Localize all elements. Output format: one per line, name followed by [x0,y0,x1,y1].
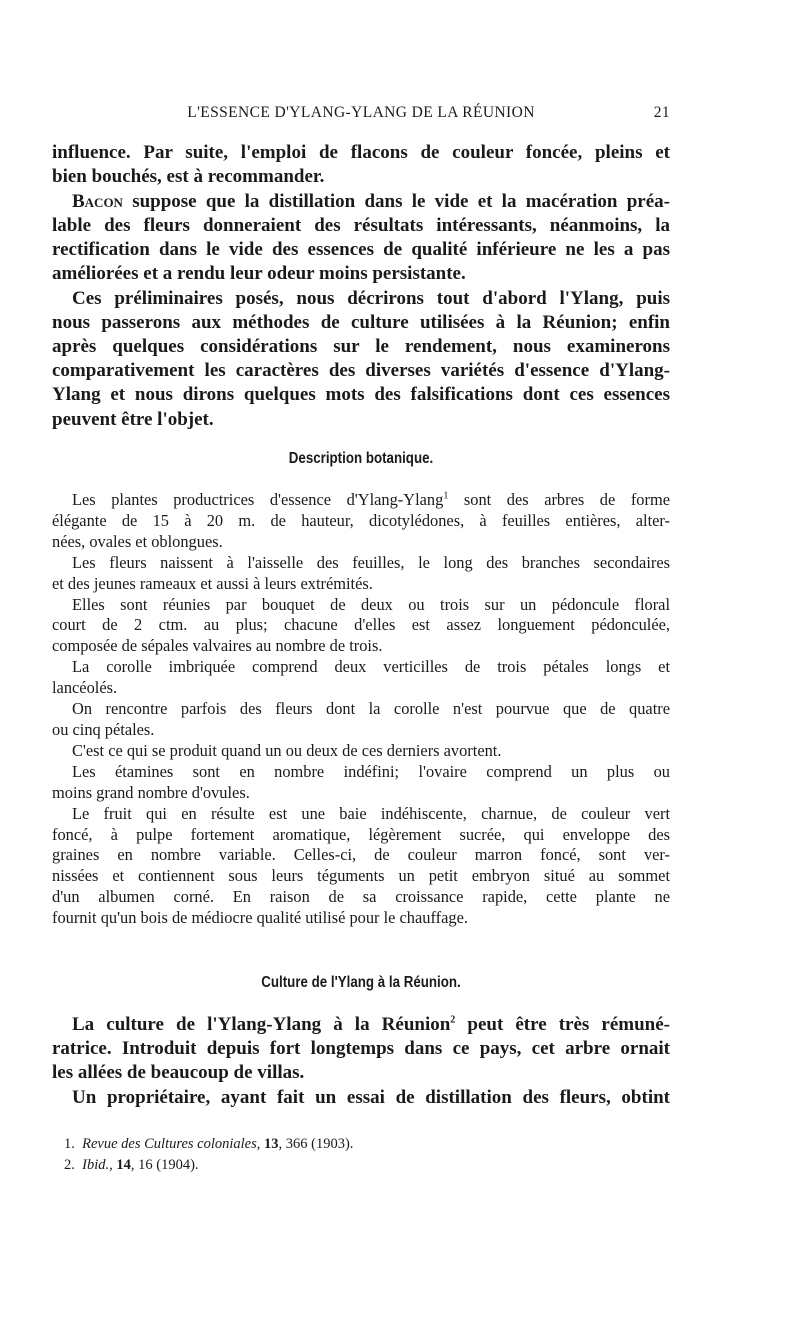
text-line: ou cinq pétales. [52,719,155,739]
text-line: Le fruit qui en résulte est une baie indéhiscente, charnue, de couleur vert [72,803,670,823]
text-line: Elles sont réunies par bouquet de deux ou trois sur un pédoncule floral [72,594,670,614]
footnote-ref: 1 [443,490,449,502]
paragraph-influence [52,141,670,189]
text-line: moins grand nombre d'ovules. [52,782,250,802]
text-line: foncé, à pulpe fortement aromatique, légèrement sucrée, qui enveloppe des [52,824,670,844]
text-line: court de 2 ctm. au plus; chacune d'elles est assez longuement pédonculée, [52,615,670,635]
text-line: ratrice. Introduit depuis fort longtemps dans ce pays, cet arbre ornait [52,1038,670,1060]
footnotes [64,1134,664,1176]
text-line: graines en nombre variable. Celles-ci, de couleur marron foncé, sont ver- [52,845,670,865]
text-line: d'un albumen corné. En raison de sa croissance rapide, cette plante ne [52,887,670,907]
text-line: Un propriétaire, ayant fait un essai de distillation des fleurs, obtint [72,1086,670,1108]
text-line: nous passerons aux méthodes de culture utilisées à la Réunion; enfin [52,311,670,333]
text-line: fournit qu'un bois de médiocre qualité utilisé pour le chauffage. [52,908,468,928]
text-line: lancéolés. [52,678,118,698]
text-line: élégante de 15 à 20 m. de hauteur, dicotylédones, à feuilles entières, alter- [52,510,670,530]
text-line: composée de sépales valvaires au nombre de trois. [52,636,383,656]
text-line: bien bouchés, est à recommander. [52,166,325,188]
text-line: lable des fleurs donneraient des résultats intéressants, néanmoins, la [52,214,670,236]
text-line: Les étamines sont en nombre indéfini; l'ovaire comprend un plus ou [72,761,670,781]
text-line: Ces préliminaires posés, nous décrirons tout d'abord l'Ylang, puis [72,287,670,309]
text-line: La corolle imbriquée comprend deux verticilles de trois pétales longs et [72,657,670,677]
text-line: et des jeunes rameaux et aussi à leurs extrémités. [52,573,373,593]
paragraph-preliminaires [52,287,670,432]
section-heading-culture: Culture de l'Ylang à la Réunion. [261,974,461,991]
text-line: améliorées et a rendu leur odeur moins persistante. [52,263,466,285]
footnote-ref: 2 [450,1014,456,1026]
text-line: Les fleurs naissent à l'aisselle des feuilles, le long des branches secondaires [72,552,670,572]
footnote: 1. Revue des Cultures coloniales, 13, 366 (1903). [64,1136,354,1152]
text-line: les allées de beaucoup de villas. [52,1062,305,1084]
text-line: Bacon suppose que la distillation dans le vide et la macération préa- [72,190,670,212]
text-line: rectification dans le vide des essences de qualité inférieure ne les a pas [52,238,670,260]
text-line: comparativement les caractères des diverses variétés d'essence d'Ylang- [52,360,670,382]
section-heading-description: Description botanique. [288,450,434,467]
text-line: nissées et contiennent sous leurs téguments un petit embryon situé au sommet [52,866,670,886]
running-head [52,104,670,126]
text-line: peuvent être l'objet. [52,408,214,430]
text-line: La culture de l'Ylang-Ylang à la Réunion$^2$ peut être très rémuné- [72,1014,670,1035]
author-name: Bacon [72,190,123,212]
text-line: Les plantes productrices d'essence d'Ylang-Ylang$^1$ sont des arbres de forme [72,490,670,509]
text-line: influence. Par suite, l'emploi de flacons de couleur foncée, pleins et [52,142,670,163]
text-line: après quelques considérations sur le rendement, nous examinerons [52,335,670,357]
botany-block [52,490,670,929]
paragraph-bacon [52,190,670,287]
footnote: 2. Ibid., 14, 16 (1904). [64,1157,199,1173]
text-line: Ylang et nous dirons quelques mots des falsifications dont ces essences [52,384,670,406]
culture-block [52,1013,670,1110]
text-line: C'est ce qui se produit quand un ou deux de ces derniers avortent. [72,740,502,760]
running-title: L'ESSENCE D'YLANG-YLANG DE LA RÉUNION [187,104,535,121]
page-number: 21 [653,104,670,121]
text-line: nées, ovales et oblongues. [52,531,223,551]
text-line: On rencontre parfois des fleurs dont la corolle n'est pourvue que de quatre [72,699,670,719]
